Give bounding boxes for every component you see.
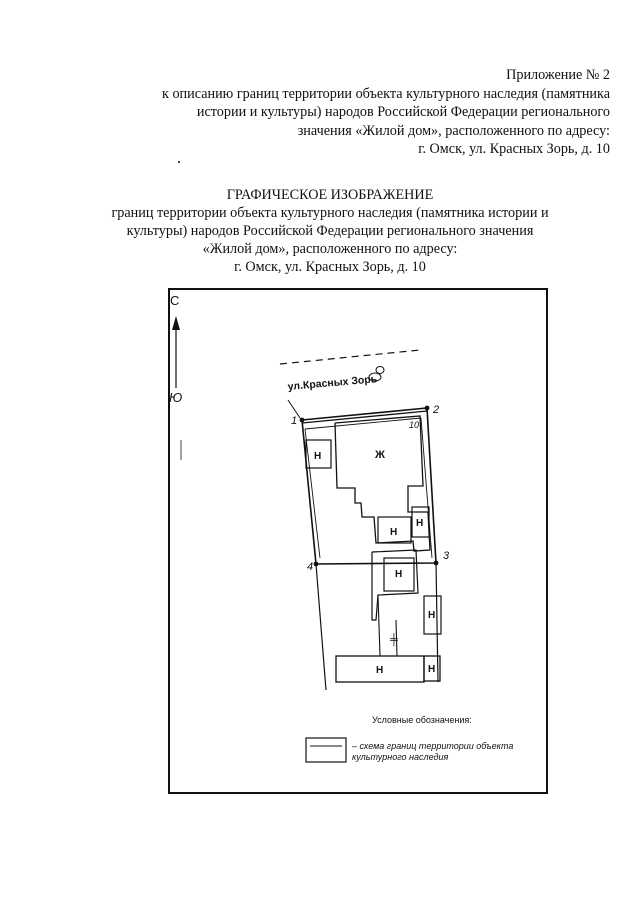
appendix-number: Приложение № 2 [506, 67, 610, 83]
heading-address: г. Омск, ул. Красных Зорь, д. 10 [234, 259, 426, 275]
boundary-point-4 [314, 562, 319, 567]
site-edge-left [316, 564, 326, 690]
street-label: ул.Красных Зорь [287, 373, 378, 393]
legend-text-line2: культурного наследия [352, 752, 449, 762]
appendix-line: к описанию границ территории объекта культурного наследия (памятника [162, 85, 610, 102]
tree-icon [376, 367, 384, 374]
boundary-point-2 [425, 406, 430, 411]
appendix-line: истории и культуры) народов Российской Федерации регионального [196, 104, 610, 120]
heading-line: культуры) народов Российской Федерации регионального значения [126, 223, 534, 239]
appendix-line: значения «Жилой дом», расположенного по адресу: [297, 122, 610, 139]
building-label-n4: Н [395, 569, 403, 580]
boundary-point-3 [434, 561, 439, 566]
point-label-1: 1 [291, 415, 298, 427]
fence-line [305, 429, 320, 558]
fence-line [305, 418, 421, 429]
legend-title: Условные обозначения: [372, 715, 472, 725]
plan-legend [306, 715, 513, 762]
point-label-3: 3 [443, 550, 450, 562]
building-label-n5: Н [428, 610, 436, 621]
street-line [280, 350, 420, 364]
point-label-2: 2 [433, 404, 440, 416]
legend-text-line1: – схема границ территории объекта [352, 741, 514, 751]
building-label-n6: Н [376, 665, 384, 676]
building-label-n1: Н [314, 451, 322, 462]
boundary-point-1 [300, 418, 305, 423]
north-arrow-icon [172, 316, 180, 330]
heading-title: ГРАФИЧЕСКОЕ ИЗОБРАЖЕНИЕ [226, 187, 434, 203]
building-label-n7: Н [428, 664, 436, 675]
compass-south-label: Ю [169, 390, 183, 405]
heading-line: «Жилой дом», расположенного по адресу: [202, 241, 458, 257]
legend-swatch-outer [306, 738, 346, 762]
building-label-n3: Н [416, 518, 424, 529]
main-building [335, 416, 430, 551]
site-edge-right [436, 563, 438, 682]
building-label-n2: Н [390, 527, 398, 538]
heading-line: границ территории объекта культурного наследия (памятника истории и [111, 205, 549, 221]
building-label-main: Ж [375, 449, 385, 461]
appendix-address: г. Омск, ул. Красных Зорь, д. 10 [418, 141, 610, 157]
gate-mark: ╪ [390, 634, 398, 646]
inner-fence [378, 595, 380, 656]
compass-north-label: С [170, 293, 180, 308]
compass [169, 293, 182, 405]
point-label-10: 10 [409, 420, 420, 430]
point-label-4: 4 [307, 561, 314, 573]
